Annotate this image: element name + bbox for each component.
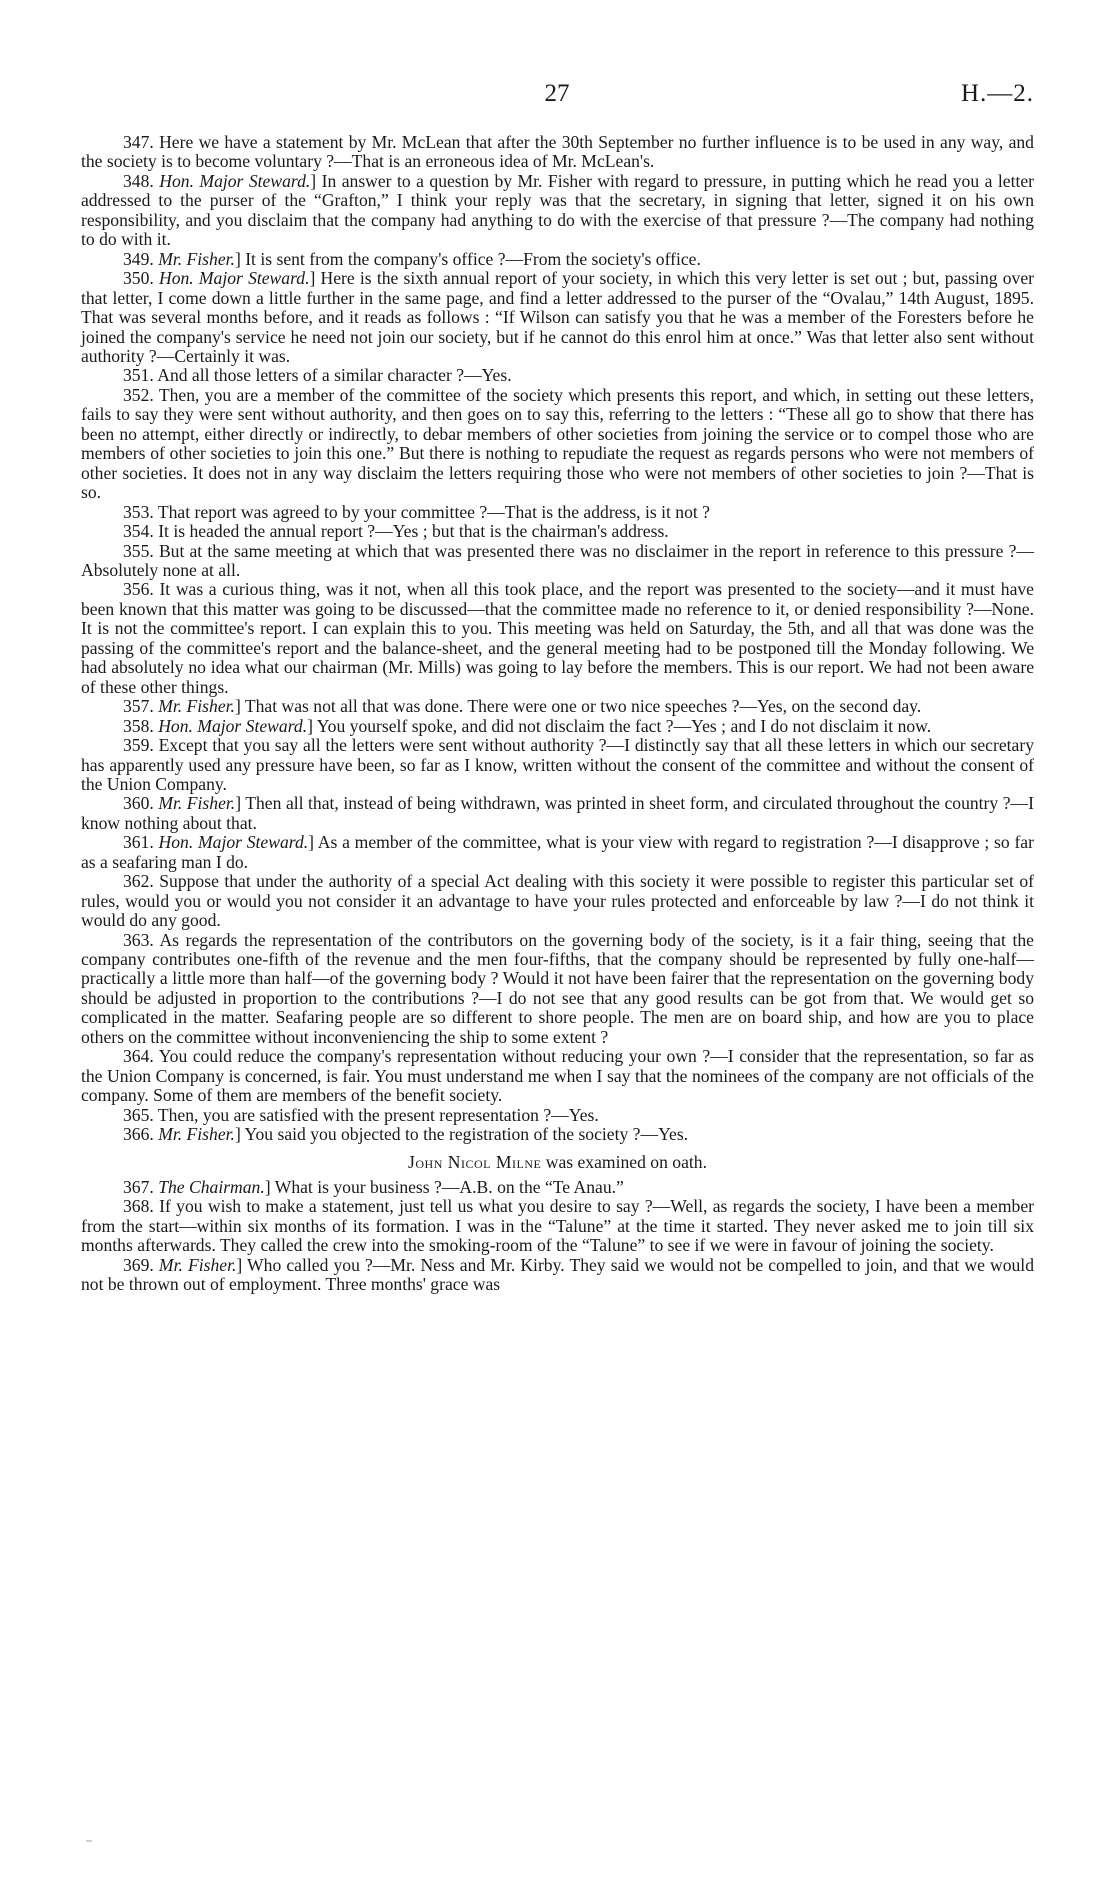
page-number: 27 bbox=[544, 80, 570, 107]
question-text: You said you objected to the registration of the society ?—Yes. bbox=[244, 1124, 689, 1145]
question-text: That report was agreed to by your committee ?—That is the address, is it not ? bbox=[157, 501, 710, 522]
question-paragraph bbox=[81, 872, 1034, 930]
speaker-name: Hon. Major Steward. bbox=[158, 832, 309, 853]
question-paragraph: 367. The Chairman.] What is your business ?—A.B. on the “Te Anau.” bbox=[123, 1177, 624, 1198]
question-number: 347. bbox=[123, 132, 154, 152]
question-number: 356. bbox=[123, 579, 154, 600]
question-paragraph bbox=[81, 931, 1034, 1048]
question-paragraph bbox=[81, 522, 1034, 541]
question-number: 363. bbox=[123, 929, 154, 950]
question-number: 364. bbox=[123, 1046, 154, 1067]
question-paragraph bbox=[81, 386, 1034, 503]
question-paragraph bbox=[81, 503, 1034, 522]
speaker-name: Hon. Major Steward. bbox=[158, 715, 308, 736]
question-text: Then, you are a member of the committee of the society which presents this report, and which, in setting out these letters, fails to say they were sent without authority, and then goes on to say this, referring to the letters : “These all go to show that there has been no attempt, either directly or indirectly, to debar members of other societies from joining the service or to compel those who are members of other societies to join this one.” But there is nothing to repudiate the request as regards persons who were not members of other societies. It does not in any way disclaim the letters requiring those who were not members of other societies to join ?—That is so. bbox=[81, 384, 1034, 503]
question-number: 348. bbox=[123, 170, 154, 191]
question-paragraph: 350. Hon. Major Steward.] Here is the sixth annual report of your society, in which this very letter is set out ; but, passing over that letter, I come down a little further in the same page, and find a letter addressed to the purser of the “Ovalau,” 14th August, 1895. That was several months before, and it reads as follows : “If Wilson can satisfy you that he was a member of the Foresters before he joined the company's service he need not join our society, but if he cannot do this enrol him at once.” Was that letter also sent without authority ?—Certainly it was. bbox=[81, 268, 1034, 366]
speaker-name: Mr. Fisher. bbox=[158, 793, 236, 814]
question-number: 366. bbox=[123, 1124, 154, 1145]
question-paragraph bbox=[81, 1106, 1034, 1125]
question-number: 353. bbox=[123, 501, 154, 522]
question-text: Suppose that under the authority of a special Act dealing with this society it were possible to register this particular set of rules, would you or would you not consider it an advantage to have your rules protected and enforceable by law ?—I do not think it would do any good. bbox=[81, 871, 1034, 931]
question-number: 349. bbox=[123, 248, 154, 269]
question-number: 367. bbox=[123, 1177, 154, 1198]
question-number: 362. bbox=[123, 871, 154, 892]
evidence-text bbox=[81, 133, 1034, 1295]
question-text: In answer to a question by Mr. Fisher with regard to pressure, in putting which he read you a letter addressed to the purser of the “Grafton,” I think your reply was that the secretary, in signing that letter, signed it on his own responsibility, and you disclaim that the company had anything to do with the exercise of that pressure ?—The company had nothing to do with it. bbox=[81, 170, 1035, 250]
question-paragraph: 360. Mr. Fisher.] Then all that, instead of being withdrawn, was printed in sheet form, and circulated throughout the country ?—I know nothing about that. bbox=[81, 793, 1034, 833]
question-text: It was a curious thing, was it not, when all this took place, and the report was presented to the society—and it must have been known that this matter was going to be discussed—that the committee made no reference to it, or denied responsibility ?—None. It is not the committee's report. I can explain this to you. This meeting was held on Saturday, the 5th, and all that was done was the passing of the committee's report and the balance-sheet, and the general meeting had to be postponed till the Monday following. We had absolutely no idea what our chairman (Mr. Mills) was going to lay before the members. This is our report. We had not been aware of these other things. bbox=[81, 579, 1034, 697]
speaker-name: Mr. Fisher. bbox=[158, 696, 235, 717]
print-mark bbox=[86, 1840, 92, 1842]
questions-block-second bbox=[81, 1178, 1034, 1295]
question-number: 357. bbox=[123, 696, 154, 717]
question-text: You yourself spoke, and did not disclaim the fact ?—Yes ; and I do not disclaim it now. bbox=[316, 715, 932, 736]
witness-heading bbox=[81, 1153, 1034, 1172]
speaker-name: Hon. Major Steward. bbox=[159, 170, 311, 191]
question-text: What is your business ?—A.B. on the “Te Anau.” bbox=[274, 1177, 624, 1198]
question-paragraph: 366. Mr. Fisher.] You said you objected to the registration of the society ?—Yes. bbox=[123, 1124, 689, 1145]
question-paragraph bbox=[81, 542, 1034, 581]
page-header bbox=[0, 80, 1114, 110]
question-text: Here is the sixth annual report of your society, in which this very letter is set out ; but, passing over that letter, I come down a little further in the same page, and find a letter addressed to the purser of the “Ovalau,” 14th August, 1895. That was several months before, and it reads as follows : “If Wilson can satisfy you that he was a member of the Foresters before he joined the company's service he need not join our society, but if he cannot do this enrol him at once.” Was that letter also sent without authority ?—Certainly it was. bbox=[81, 268, 1034, 366]
question-paragraph bbox=[81, 133, 1034, 172]
question-number: 351. bbox=[123, 365, 154, 386]
question-number: 359. bbox=[123, 735, 154, 756]
speaker-name: The Chairman. bbox=[158, 1177, 265, 1198]
question-paragraph: 361. Hon. Major Steward.] As a member of the committee, what is your view with regard to registration ?—I disapprove ; so far as a seafaring man I do. bbox=[81, 832, 1034, 872]
question-text: Who called you ?—Mr. Ness and Mr. Kirby. They said we would not be compelled to join, and that we would not be thrown out of employment. Three months' grace was bbox=[81, 1254, 1034, 1295]
question-text: As a member of the committee, what is your view with regard to registration ?—I disapprove ; so far as a seafaring man I do. bbox=[81, 832, 1034, 872]
question-number: 358. bbox=[123, 715, 154, 736]
question-number: 369. bbox=[123, 1254, 154, 1275]
question-text: It is sent from the company's office ?—From the society's office. bbox=[245, 248, 701, 269]
question-text: Except that you say all the letters were sent without authority ?—I distinctly say that all these letters in which our secretary has apparently used any pressure have been, so far as I know, written without the consent of the committee and without the consent of the Union Company. bbox=[81, 735, 1034, 794]
speaker-name: Mr. Fisher. bbox=[158, 248, 235, 269]
question-paragraph: 348. Hon. Major Steward.] In answer to a question by Mr. Fisher with regard to pressure, in putting which he read you a letter addressed to the purser of the “Grafton,” I think your reply was that the secretary, in signing that letter, signed it on his own responsibility, and you disclaim that the company had anything to do with the exercise of that pressure ?—The company had nothing to do with it. bbox=[81, 170, 1035, 250]
speaker-name: Hon. Major Steward. bbox=[159, 268, 310, 289]
question-text: And all those letters of a similar character ?—Yes. bbox=[157, 365, 512, 386]
question-number: 354. bbox=[123, 521, 154, 542]
question-number: 350. bbox=[123, 268, 154, 289]
question-paragraph bbox=[81, 366, 1034, 385]
question-number: 355. bbox=[123, 540, 154, 561]
question-paragraph bbox=[81, 580, 1034, 697]
question-text: Then all that, instead of being withdrawn, was printed in sheet form, and circulated throughout the country ?—I know nothing about that. bbox=[81, 793, 1034, 833]
question-text: That was not all that was done. There were one or two nice speeches ?—Yes, on the second day. bbox=[244, 696, 922, 717]
question-text: But at the same meeting at which that was presented there was no disclaimer in the report in reference to this pressure ?—Absolutely none at all. bbox=[81, 540, 1034, 580]
questions-block-first bbox=[81, 133, 1034, 1145]
question-paragraph bbox=[81, 736, 1034, 794]
speaker-name: Mr. Fisher. bbox=[158, 1124, 235, 1145]
question-number: 365. bbox=[123, 1104, 154, 1125]
question-paragraph: 358. Hon. Major Steward.] You yourself spoke, and did not disclaim the fact ?—Yes ; and I do not disclaim it now. bbox=[123, 715, 932, 736]
witness-heading-suffix: was examined on oath. bbox=[545, 1151, 707, 1172]
witness-name: John Nicol Milne bbox=[408, 1151, 542, 1172]
question-number: 368. bbox=[123, 1196, 154, 1217]
question-paragraph: 357. Mr. Fisher.] That was not all that was done. There were one or two nice speeches ?—Yes, on the second day. bbox=[123, 696, 922, 717]
question-paragraph bbox=[81, 1197, 1034, 1255]
speaker-name: Mr. Fisher. bbox=[158, 1254, 237, 1275]
document-reference: H.—2. bbox=[960, 80, 1034, 107]
question-paragraph: 349. Mr. Fisher.] It is sent from the company's office ?—From the society's office. bbox=[123, 248, 701, 269]
question-text: If you wish to make a statement, just tell us what you desire to say ?—Well, as regards the society, I have been a member from the start—within six months of its formation. I was in the “Talune” at the time it started. They never asked me to join till six months afterwards. They called the crew into the smoking-room of the “Talune” to see if we were in favour of joining the society. bbox=[81, 1196, 1034, 1256]
question-text: Here we have a statement by Mr. McLean that after the 30th September no further influence is to be used in any way, and the society is to become voluntary ?—That is an erroneous idea of Mr. McLean's. bbox=[81, 132, 1034, 172]
question-text: Then, you are satisfied with the present representation ?—Yes. bbox=[157, 1104, 599, 1125]
question-number: 352. bbox=[123, 384, 154, 405]
question-paragraph bbox=[81, 1047, 1034, 1105]
question-text: You could reduce the company's representation without reducing your own ?—I consider that the representation, so far as the Union Company is concerned, is fair. You must understand me when I say that the nominees of the company are not officials of the company. Some of them are members of the benefit society. bbox=[81, 1046, 1034, 1106]
question-text: As regards the representation of the contributors on the governing body of the society, is it a fair thing, seeing that the company contributes one-fifth of the revenue and the men four-fifths, that the company should be represented by fully one-half—practically a little more than half—of the governing body ? Would it not have been fairer that the representation on the governing body should be adjusted in proportion to the contributions ?—I do not see that any good results can be got from that. We would get so complicated in the matter. Seafaring people are so different to shore people. The men are on board ship, and how are you to place others on the committee without inconveniencing the ship to some extent ? bbox=[81, 929, 1034, 1047]
question-number: 360. bbox=[123, 793, 154, 814]
question-paragraph: 369. Mr. Fisher.] Who called you ?—Mr. Ness and Mr. Kirby. They said we would not be compelled to join, and that we would not be thrown out of employment. Three months' grace was bbox=[81, 1254, 1034, 1295]
question-number: 361. bbox=[123, 832, 154, 853]
question-text: It is headed the annual report ?—Yes ; but that is the chairman's address. bbox=[158, 521, 669, 542]
